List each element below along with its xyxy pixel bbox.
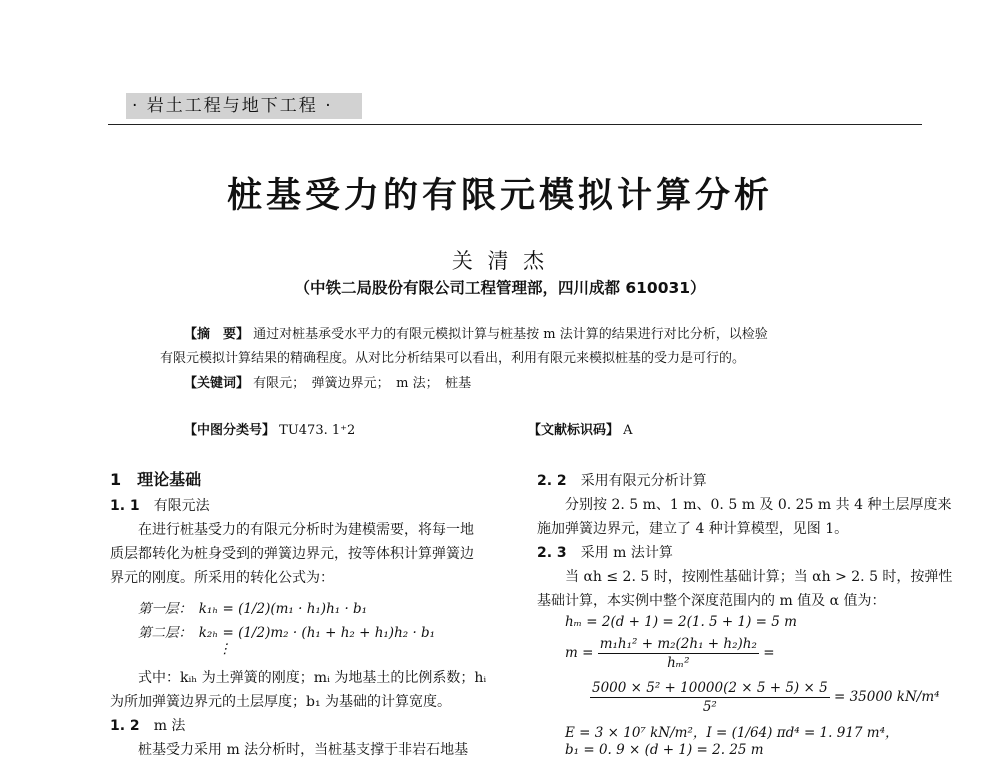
right-para-1-line-2: 施加弹簧边界元，建立了 4 种计算模型，见图 1。 [537, 521, 849, 537]
doc-code-value: A [623, 423, 633, 438]
abstract-line-1 [184, 323, 768, 342]
formula-m-denominator: hₘ² [667, 655, 690, 671]
formula-m-equals: = [763, 645, 775, 661]
formula-b1: b₁ = 0. 9 × (d + 1) = 2. 25 m [565, 742, 764, 758]
section-1-1-heading [110, 495, 210, 515]
abstract-text-1: 通过对桩基承受水平力的有限元模拟计算与桩基按 m 法计算的结果进行对比分析，以检验 [253, 327, 768, 342]
right-para-2-line-2: 基础计算，本实例中整个深度范围内的 m 值及 α 值为： [537, 593, 886, 609]
header-rule [108, 124, 922, 125]
doc-code [528, 419, 633, 438]
formula-layer-1: 第一层： k₁ₕ = (1/2)(m₁ · h₁)h₁ · b₁ [138, 601, 368, 617]
section-1-heading: 1 理论基础 [110, 470, 202, 489]
formula-value-result: = 35000 kN/m⁴ [833, 689, 940, 705]
section-1-1-number: 1. 1 [110, 498, 140, 514]
para-1-line-1: 在进行桩基受力的有限元分析时为建模需要，将每一地 [138, 522, 474, 538]
abstract-line-2: 有限元模拟计算结果的精确程度。从对比分析结果可以看出，利用有限元来模拟桩基的受力是可行的。 [160, 351, 746, 366]
para-2-line-2: 为所加弹簧边界元的土层厚度；b₁ 为基础的计算宽度。 [110, 694, 452, 710]
doc-code-label: 【文献标识码】 [528, 423, 620, 438]
paper-author: 关 清 杰 [451, 249, 549, 273]
para-2-line-1: 式中：kᵢₕ 为土弹簧的刚度；mᵢ 为地基土的比例系数；hᵢ [138, 670, 487, 686]
section-2-2-heading [537, 470, 707, 490]
right-para-2-line-1: 当 αh ≤ 2. 5 时，按刚性基础计算；当 αh > 2. 5 时，按弹性 [565, 569, 953, 585]
formula-m-fraction [598, 636, 759, 671]
formula-m-value [590, 680, 940, 715]
para-1-line-2: 质层都转化为桩身受到的弹簧边界元，按等体积计算弹簧边 [110, 546, 474, 562]
section-1-1-title: 有限元法 [153, 498, 210, 514]
clc-label: 【中图分类号】 [184, 423, 276, 438]
section-1-2-heading [110, 715, 185, 735]
clc-value: TU473. 1⁺2 [279, 423, 356, 438]
section-1-2-title: m 法 [153, 718, 186, 734]
formula-m-numerator: m₁h₁² + m₂(2h₁ + h₂)h₂ [599, 636, 757, 652]
formula-m-lhs: m = [565, 645, 594, 661]
abstract-label: 【摘 要】 [184, 327, 250, 342]
section-1-2-number: 1. 2 [110, 718, 140, 734]
section-2-3-heading [537, 542, 673, 562]
formula-hm: hₘ = 2(d + 1) = 2(1. 5 + 1) = 5 m [565, 614, 797, 630]
keywords [184, 372, 471, 391]
clc-number [184, 419, 355, 438]
formula-E-I: E = 3 × 10⁷ kN/m²，I = (1/64) πd⁴ = 1. 917 m⁴， [565, 725, 899, 741]
section-2-3-title: 采用 m 法计算 [580, 545, 673, 561]
formula-value-denominator: 5² [702, 699, 717, 715]
paper-affiliation: （中铁二局股份有限公司工程管理部，四川成都 610031） [294, 279, 706, 297]
formula-m [565, 636, 775, 671]
formula-layer-2: 第二层： k₂ₕ = (1/2)m₂ · (h₁ + h₂ + h₁)h₂ · b₁ [138, 625, 436, 641]
paper-title: 桩基受力的有限元模拟计算分析 [226, 175, 773, 216]
section-2-2-number: 2. 2 [537, 473, 567, 489]
keywords-text: 有限元； 弹簧边界元； m 法； 桩基 [253, 376, 472, 391]
keywords-label: 【关键词】 [184, 376, 250, 391]
formula-ellipsis: ⋮ [218, 641, 232, 657]
section-2-2-title: 采用有限元分析计算 [580, 473, 707, 489]
right-para-1-line-1: 分别按 2. 5 m、1 m、0. 5 m 及 0. 25 m 共 4 种土层厚度来 [565, 497, 952, 513]
section-tag: · 岩土工程与地下工程 · [126, 93, 362, 119]
para-3-line-1: 桩基受力采用 m 法分析时，当桩基支撑于非岩石地基 [138, 742, 469, 758]
formula-value-fraction [590, 680, 830, 715]
para-1-line-3: 界元的刚度。所采用的转化公式为： [110, 570, 334, 586]
formula-value-numerator: 5000 × 5² + 10000(2 × 5 + 5) × 5 [592, 680, 828, 696]
section-2-3-number: 2. 3 [537, 545, 567, 561]
